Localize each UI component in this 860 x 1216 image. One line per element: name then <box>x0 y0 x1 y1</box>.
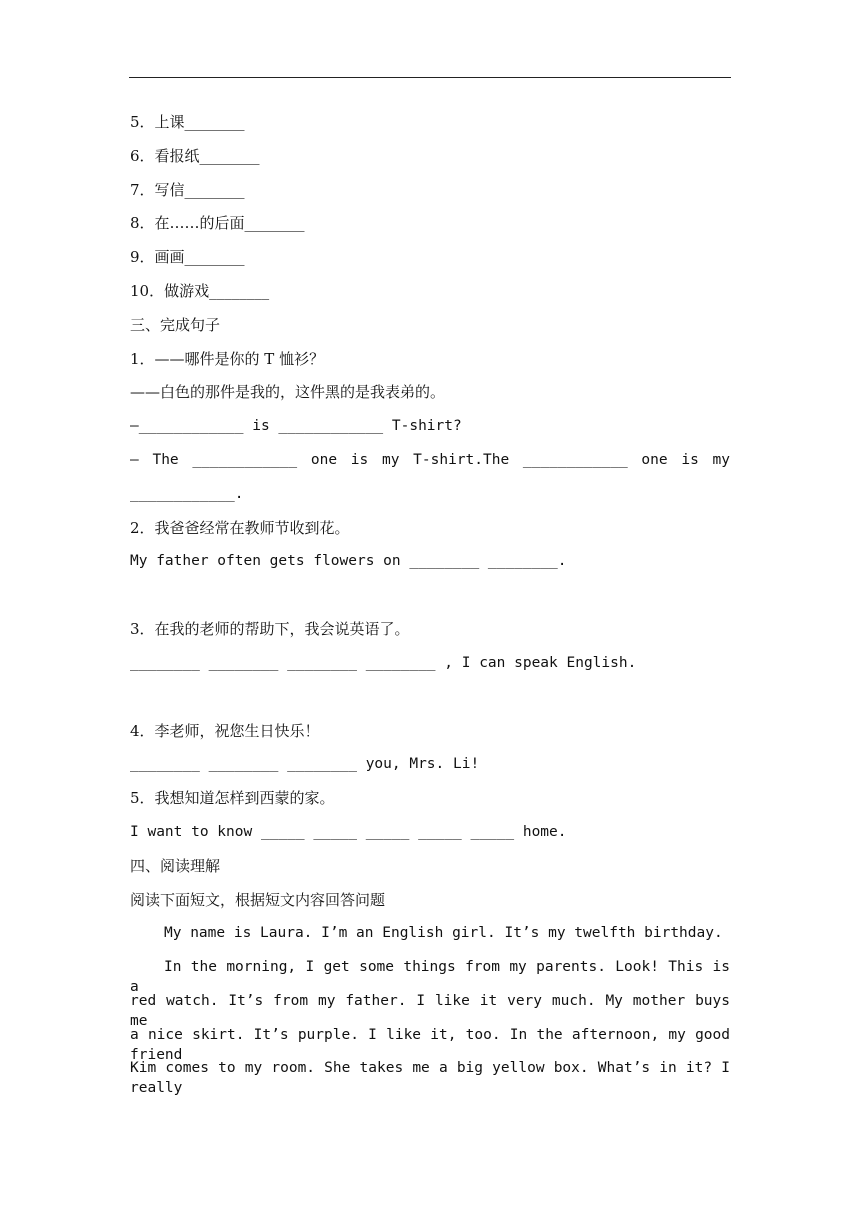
q4-chinese: 4．李老师，祝您生日快乐！ <box>130 722 320 740</box>
reading-paragraph-2-line-2: red watch. It’s from my father. I like it very much. My mother buys me <box>130 993 730 1029</box>
q5-english: I want to know _____ _____ _____ _____ _____ home. <box>130 824 567 840</box>
q3-english: ________ ________ ________ ________ , I can speak English. <box>130 655 637 671</box>
q2-english: My father often gets flowers on ________ ________. <box>130 553 567 569</box>
q3-chinese: 3．在我的老师的帮助下，我会说英语了。 <box>130 620 410 638</box>
q1-english-answer-cont: ____________. <box>130 486 244 502</box>
q1-chinese-answer: ——白色的那件是我的，这件黑的是我表弟的。 <box>130 383 446 401</box>
reading-paragraph-2-line-3: a nice skirt. It’s purple. I like it, too. In the afternoon, my good friend <box>130 1027 730 1063</box>
reading-paragraph-1: My name is Laura. I’m an English girl. It’s my twelfth birthday. <box>164 925 723 941</box>
reading-instruction: 阅读下面短文，根据短文内容回答问题 <box>130 891 386 909</box>
q5-chinese: 5．我想知道怎样到西蒙的家。 <box>130 789 335 807</box>
q1-english-question: —____________ is ____________ T-shirt? <box>130 418 462 434</box>
header-rule <box>129 77 731 78</box>
vocab-item-9: 9．画画________ <box>130 248 245 266</box>
reading-paragraph-2-line-1: In the morning, I get some things from my parents. Look! This is a <box>130 959 730 995</box>
reading-paragraph-2-line-4: Kim comes to my room. She takes me a big yellow box. What’s in it? I really <box>130 1060 730 1096</box>
q1-chinese-question: 1．——哪件是你的 T 恤衫？ <box>130 350 325 368</box>
vocab-item-7: 7．写信________ <box>130 181 245 199</box>
vocab-item-5: 5．上课________ <box>130 113 245 131</box>
vocab-item-10: 10．做游戏________ <box>130 282 270 300</box>
q2-chinese: 2．我爸爸经常在教师节收到花。 <box>130 519 350 537</box>
section-heading-reading: 四、阅读理解 <box>130 857 221 875</box>
vocab-item-6: 6．看报纸________ <box>130 147 260 165</box>
vocab-item-8: 8．在……的后面________ <box>130 214 305 232</box>
section-heading-complete-sentences: 三、完成句子 <box>130 316 221 334</box>
q1-english-answer: — The ____________ one is my T-shirt.The ____________ one is my <box>130 452 730 468</box>
q4-english: ________ ________ ________ you, Mrs. Li! <box>130 756 480 772</box>
